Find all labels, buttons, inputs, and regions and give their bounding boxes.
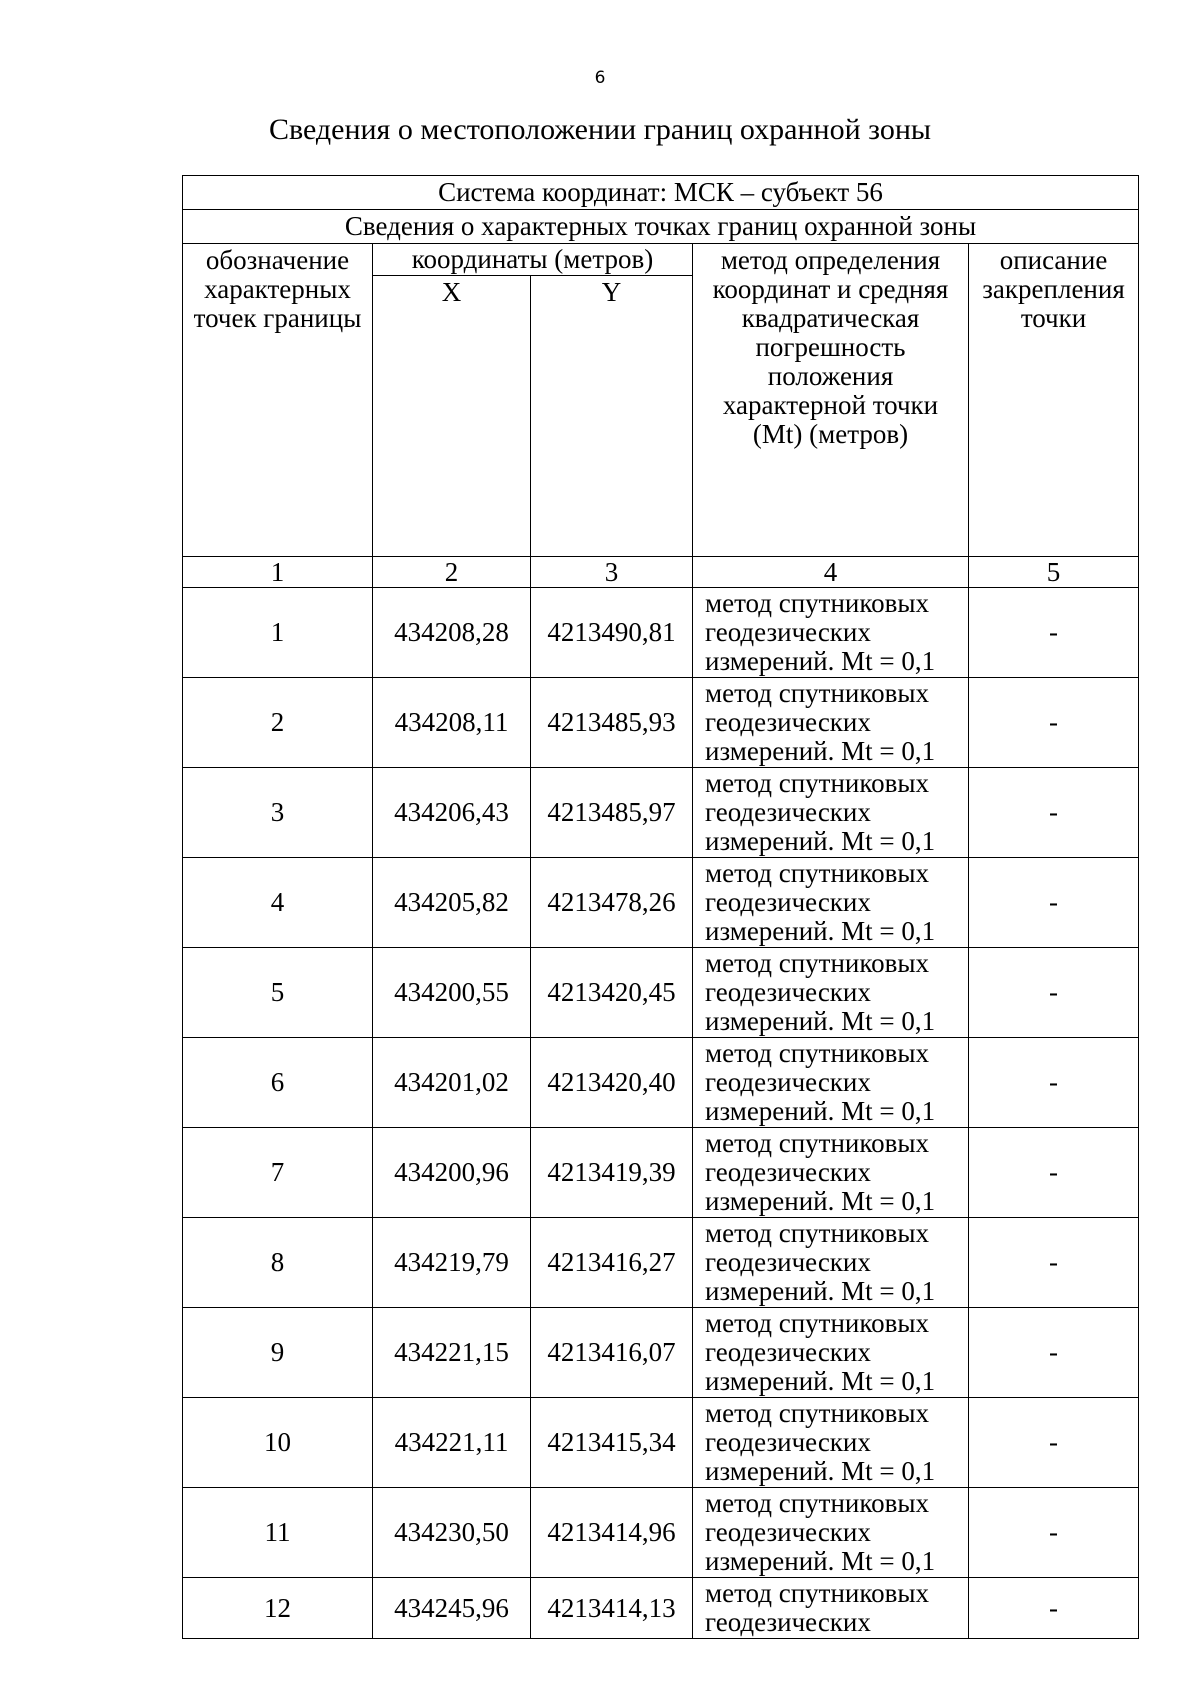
header-description: описание закрепления точки <box>969 244 1139 557</box>
method-cell: метод спутниковых геодезических измерений. Mt = 0,1 <box>693 1488 969 1578</box>
x-cell: 434219,79 <box>373 1218 531 1308</box>
method-cell: метод спутниковых геодезических измерений. Mt = 0,1 <box>693 948 969 1038</box>
x-cell: 434208,11 <box>373 678 531 768</box>
table-row <box>183 1128 1139 1218</box>
header-point-designation: обозначение характерных точек границы <box>183 244 373 557</box>
y-cell: 4213478,26 <box>531 858 693 948</box>
description-cell: - <box>969 1128 1139 1218</box>
column-number: 3 <box>531 557 693 588</box>
x-cell: 434245,96 <box>373 1578 531 1639</box>
column-numbers-row <box>183 557 1139 588</box>
column-number: 4 <box>693 557 969 588</box>
header-coordinates: координаты (метров) <box>373 244 693 276</box>
y-cell: 4213415,34 <box>531 1398 693 1488</box>
y-cell: 4213416,07 <box>531 1308 693 1398</box>
header-row-1 <box>183 244 1139 276</box>
method-cell: метод спутниковых геодезических измерений. Mt = 0,1 <box>693 588 969 678</box>
column-number: 5 <box>969 557 1139 588</box>
y-cell: 4213416,27 <box>531 1218 693 1308</box>
description-cell: - <box>969 768 1139 858</box>
y-cell: 4213420,40 <box>531 1038 693 1128</box>
description-cell: - <box>969 1308 1139 1398</box>
point-cell: 4 <box>183 858 373 948</box>
y-cell: 4213419,39 <box>531 1128 693 1218</box>
y-cell: 4213414,13 <box>531 1578 693 1639</box>
point-cell: 12 <box>183 1578 373 1639</box>
table-row <box>183 1578 1139 1639</box>
y-cell: 4213420,45 <box>531 948 693 1038</box>
section-label: Сведения о характерных точках границ охранной зоны <box>183 210 1139 244</box>
y-cell: 4213490,81 <box>531 588 693 678</box>
method-cell: метод спутниковых геодезических <box>693 1578 969 1639</box>
point-cell: 8 <box>183 1218 373 1308</box>
y-cell: 4213485,97 <box>531 768 693 858</box>
description-cell: - <box>969 1398 1139 1488</box>
method-cell: метод спутниковых геодезических измерений. Mt = 0,1 <box>693 1038 969 1128</box>
table-row <box>183 1308 1139 1398</box>
table-row <box>183 1038 1139 1128</box>
table-row <box>183 1488 1139 1578</box>
method-cell: метод спутниковых геодезических измерений. Mt = 0,1 <box>693 1128 969 1218</box>
x-cell: 434230,50 <box>373 1488 531 1578</box>
header-method: метод определения координат и средняя квадратическая погрешность положения характерной точки (Mt) (метров) <box>693 244 969 557</box>
point-cell: 10 <box>183 1398 373 1488</box>
y-cell: 4213414,96 <box>531 1488 693 1578</box>
point-cell: 6 <box>183 1038 373 1128</box>
table-row <box>183 678 1139 768</box>
x-cell: 434208,28 <box>373 588 531 678</box>
description-cell: - <box>969 588 1139 678</box>
x-cell: 434205,82 <box>373 858 531 948</box>
header-x: X <box>373 276 531 557</box>
point-cell: 3 <box>183 768 373 858</box>
x-cell: 434206,43 <box>373 768 531 858</box>
system-row <box>183 176 1139 210</box>
method-cell: метод спутниковых геодезических измерений. Mt = 0,1 <box>693 678 969 768</box>
point-cell: 9 <box>183 1308 373 1398</box>
section-row <box>183 210 1139 244</box>
point-cell: 11 <box>183 1488 373 1578</box>
column-number: 1 <box>183 557 373 588</box>
method-cell: метод спутниковых геодезических измерений. Mt = 0,1 <box>693 858 969 948</box>
coordinates-table <box>182 175 1139 1639</box>
x-cell: 434221,15 <box>373 1308 531 1398</box>
method-cell: метод спутниковых геодезических измерений. Mt = 0,1 <box>693 1308 969 1398</box>
point-cell: 2 <box>183 678 373 768</box>
header-y: Y <box>531 276 693 557</box>
y-cell: 4213485,93 <box>531 678 693 768</box>
description-cell: - <box>969 948 1139 1038</box>
x-cell: 434201,02 <box>373 1038 531 1128</box>
document-title: Сведения о местоположении границ охранной зоны <box>268 113 932 146</box>
table-row <box>183 1218 1139 1308</box>
method-cell: метод спутниковых геодезических измерений. Mt = 0,1 <box>693 1398 969 1488</box>
point-cell: 5 <box>183 948 373 1038</box>
method-cell: метод спутниковых геодезических измерений. Mt = 0,1 <box>693 768 969 858</box>
coordinate-system-label: Система координат: МСК – субъект 56 <box>183 176 1139 210</box>
table-row <box>183 858 1139 948</box>
x-cell: 434221,11 <box>373 1398 531 1488</box>
point-cell: 1 <box>183 588 373 678</box>
description-cell: - <box>969 1218 1139 1308</box>
column-number: 2 <box>373 557 531 588</box>
description-cell: - <box>969 1578 1139 1639</box>
method-cell: метод спутниковых геодезических измерений. Mt = 0,1 <box>693 1218 969 1308</box>
point-cell: 7 <box>183 1128 373 1218</box>
description-cell: - <box>969 858 1139 948</box>
page-number: 6 <box>594 68 606 88</box>
description-cell: - <box>969 678 1139 768</box>
table-row <box>183 588 1139 678</box>
x-cell: 434200,55 <box>373 948 531 1038</box>
x-cell: 434200,96 <box>373 1128 531 1218</box>
table-row <box>183 1398 1139 1488</box>
table-row <box>183 768 1139 858</box>
description-cell: - <box>969 1038 1139 1128</box>
description-cell: - <box>969 1488 1139 1578</box>
table-row <box>183 948 1139 1038</box>
